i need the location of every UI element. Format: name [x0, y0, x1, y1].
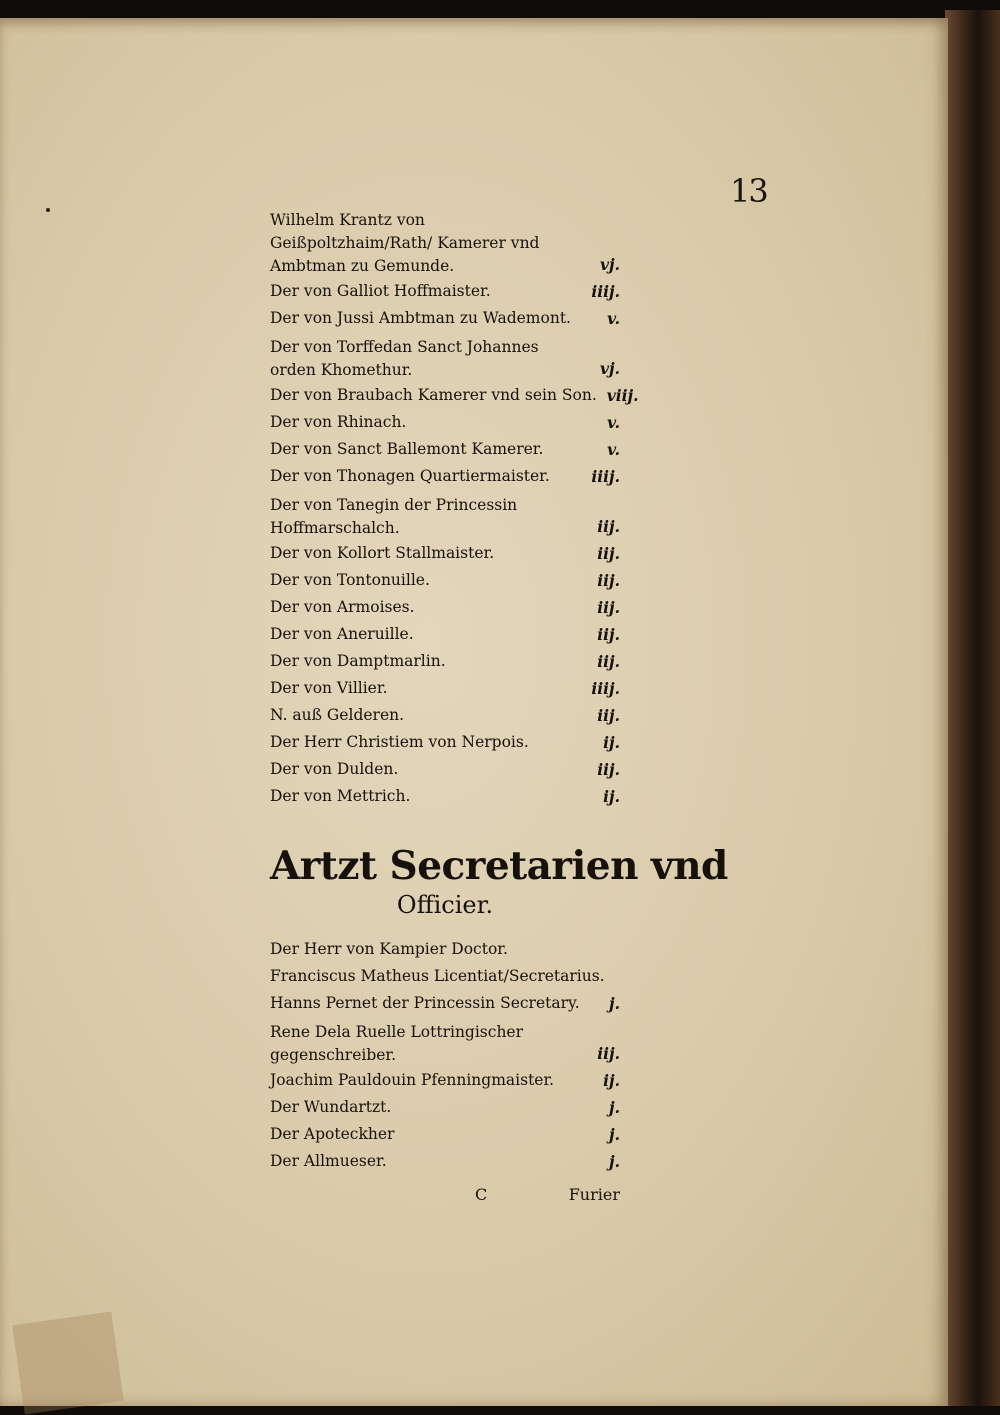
entry-count: ij.	[603, 733, 620, 752]
entry-name: Hanns Pernet der Princessin Secretary.	[270, 994, 580, 1012]
entry-name: Der von Thonagen Quartiermaister.	[270, 467, 550, 485]
entry-name: Der von Torffedan Sanct Johannes orden Khomethur.	[270, 338, 539, 379]
list-entry	[270, 1148, 620, 1175]
paper-stain	[12, 1311, 124, 1414]
entry-name: Der Herr von Kampier Doctor.	[270, 940, 508, 958]
entry-name: Der von Sanct Ballemont Kamerer.	[270, 440, 544, 458]
list-entry	[270, 305, 620, 332]
list-entry	[270, 783, 620, 810]
entry-count: v.	[607, 413, 620, 432]
list-entry	[270, 332, 620, 382]
entry-name: Der von Aneruille.	[270, 625, 414, 643]
entry-name: Der von Rhinach.	[270, 413, 407, 431]
list-entry	[270, 436, 620, 463]
list-entry	[270, 594, 620, 621]
entry-name: Der von Damptmarlin.	[270, 652, 446, 670]
list-entry	[270, 382, 639, 409]
section-heading: Artzt Secretarien vnd	[270, 843, 728, 889]
book-spine-edge	[945, 10, 1000, 1406]
entry-name: Der von Armoises.	[270, 598, 415, 616]
entry-name: Der Herr Christiem von Nerpois.	[270, 733, 529, 751]
list-entry	[270, 648, 620, 675]
entry-count: iij.	[597, 652, 620, 671]
list-entry	[270, 621, 620, 648]
entry-name: Joachim Pauldouin Pfenningmaister.	[270, 1071, 555, 1089]
list-entry	[270, 567, 620, 594]
folio-number: 13	[730, 172, 767, 210]
entry-name: Der von Tontonuille.	[270, 571, 430, 589]
entry-count: ij.	[603, 1071, 620, 1090]
entry-list-bottom	[270, 936, 620, 1175]
entry-name: Der von Braubach Kamerer vnd sein Son.	[270, 386, 597, 404]
entry-count: iiij.	[591, 467, 620, 486]
entry-name: Der von Mettrich.	[270, 787, 411, 805]
entry-count: v.	[607, 309, 620, 328]
entry-name: N. auß Gelderen.	[270, 706, 405, 724]
entry-count: iiij.	[591, 679, 620, 698]
entry-name: Der von Galliot Hoffmaister.	[270, 282, 491, 300]
list-entry	[270, 205, 620, 278]
catchword: Furier	[568, 1185, 620, 1204]
list-entry	[270, 1094, 620, 1121]
text-block	[270, 205, 728, 1208]
entry-name: Der von Kollort Stallmaister.	[270, 544, 495, 562]
entry-name: Der von Jussi Ambtman zu Wademont.	[270, 309, 571, 327]
list-entry	[270, 490, 620, 540]
list-entry	[270, 990, 620, 1017]
entry-count: iij.	[597, 544, 620, 563]
entry-count: viij.	[606, 386, 639, 405]
entry-count: j.	[608, 1152, 620, 1171]
entry-count: vj.	[599, 359, 620, 378]
list-entry	[270, 936, 620, 963]
section-subheading: Officier.	[396, 891, 494, 919]
entry-name: Der Apoteckher	[270, 1125, 395, 1143]
entry-count: iiij.	[591, 282, 620, 301]
list-entry	[270, 675, 620, 702]
list-entry	[270, 1067, 620, 1094]
entry-name: Der Allmueser.	[270, 1152, 387, 1170]
list-entry	[270, 1121, 620, 1148]
entry-count: iij.	[597, 517, 620, 536]
list-entry	[270, 278, 620, 305]
entry-name: Franciscus Matheus Licentiat/Secretarius.	[270, 967, 605, 985]
entry-count: j.	[608, 994, 620, 1013]
entry-name: Der Wundartzt.	[270, 1098, 392, 1116]
list-entry	[270, 1017, 620, 1067]
entry-name: Der von Dulden.	[270, 760, 399, 778]
entry-name: Wilhelm Krantz von Geißpoltzhaim/Rath/ Kamerer vnd Ambtman zu Gemunde.	[270, 211, 540, 275]
entry-name: Der von Tanegin der Princessin Hoffmarschalch.	[270, 496, 518, 537]
list-entry	[270, 463, 620, 490]
entry-count: iij.	[597, 760, 620, 779]
entry-name: Rene Dela Ruelle Lottringischer gegenschreiber.	[270, 1023, 524, 1064]
list-entry	[270, 702, 620, 729]
entry-count: iij.	[597, 571, 620, 590]
entry-list-top	[270, 205, 639, 810]
list-entry	[270, 540, 620, 567]
entry-count: vj.	[599, 255, 620, 274]
entry-count: v.	[607, 440, 620, 459]
entry-count: iij.	[597, 625, 620, 644]
entry-count: iij.	[597, 598, 620, 617]
entry-count: j.	[608, 1098, 620, 1117]
entry-count: iij.	[597, 1044, 620, 1063]
catchword-line	[270, 1181, 620, 1208]
entry-count: iij.	[597, 706, 620, 725]
entry-count: j.	[608, 1125, 620, 1144]
list-entry	[270, 409, 620, 436]
list-entry	[270, 756, 620, 783]
entry-name: Der von Villier.	[270, 679, 388, 697]
entry-count: ij.	[603, 787, 620, 806]
signature-mark: C	[475, 1185, 488, 1204]
ink-dot	[46, 208, 50, 212]
list-entry	[270, 963, 620, 990]
list-entry	[270, 729, 620, 756]
